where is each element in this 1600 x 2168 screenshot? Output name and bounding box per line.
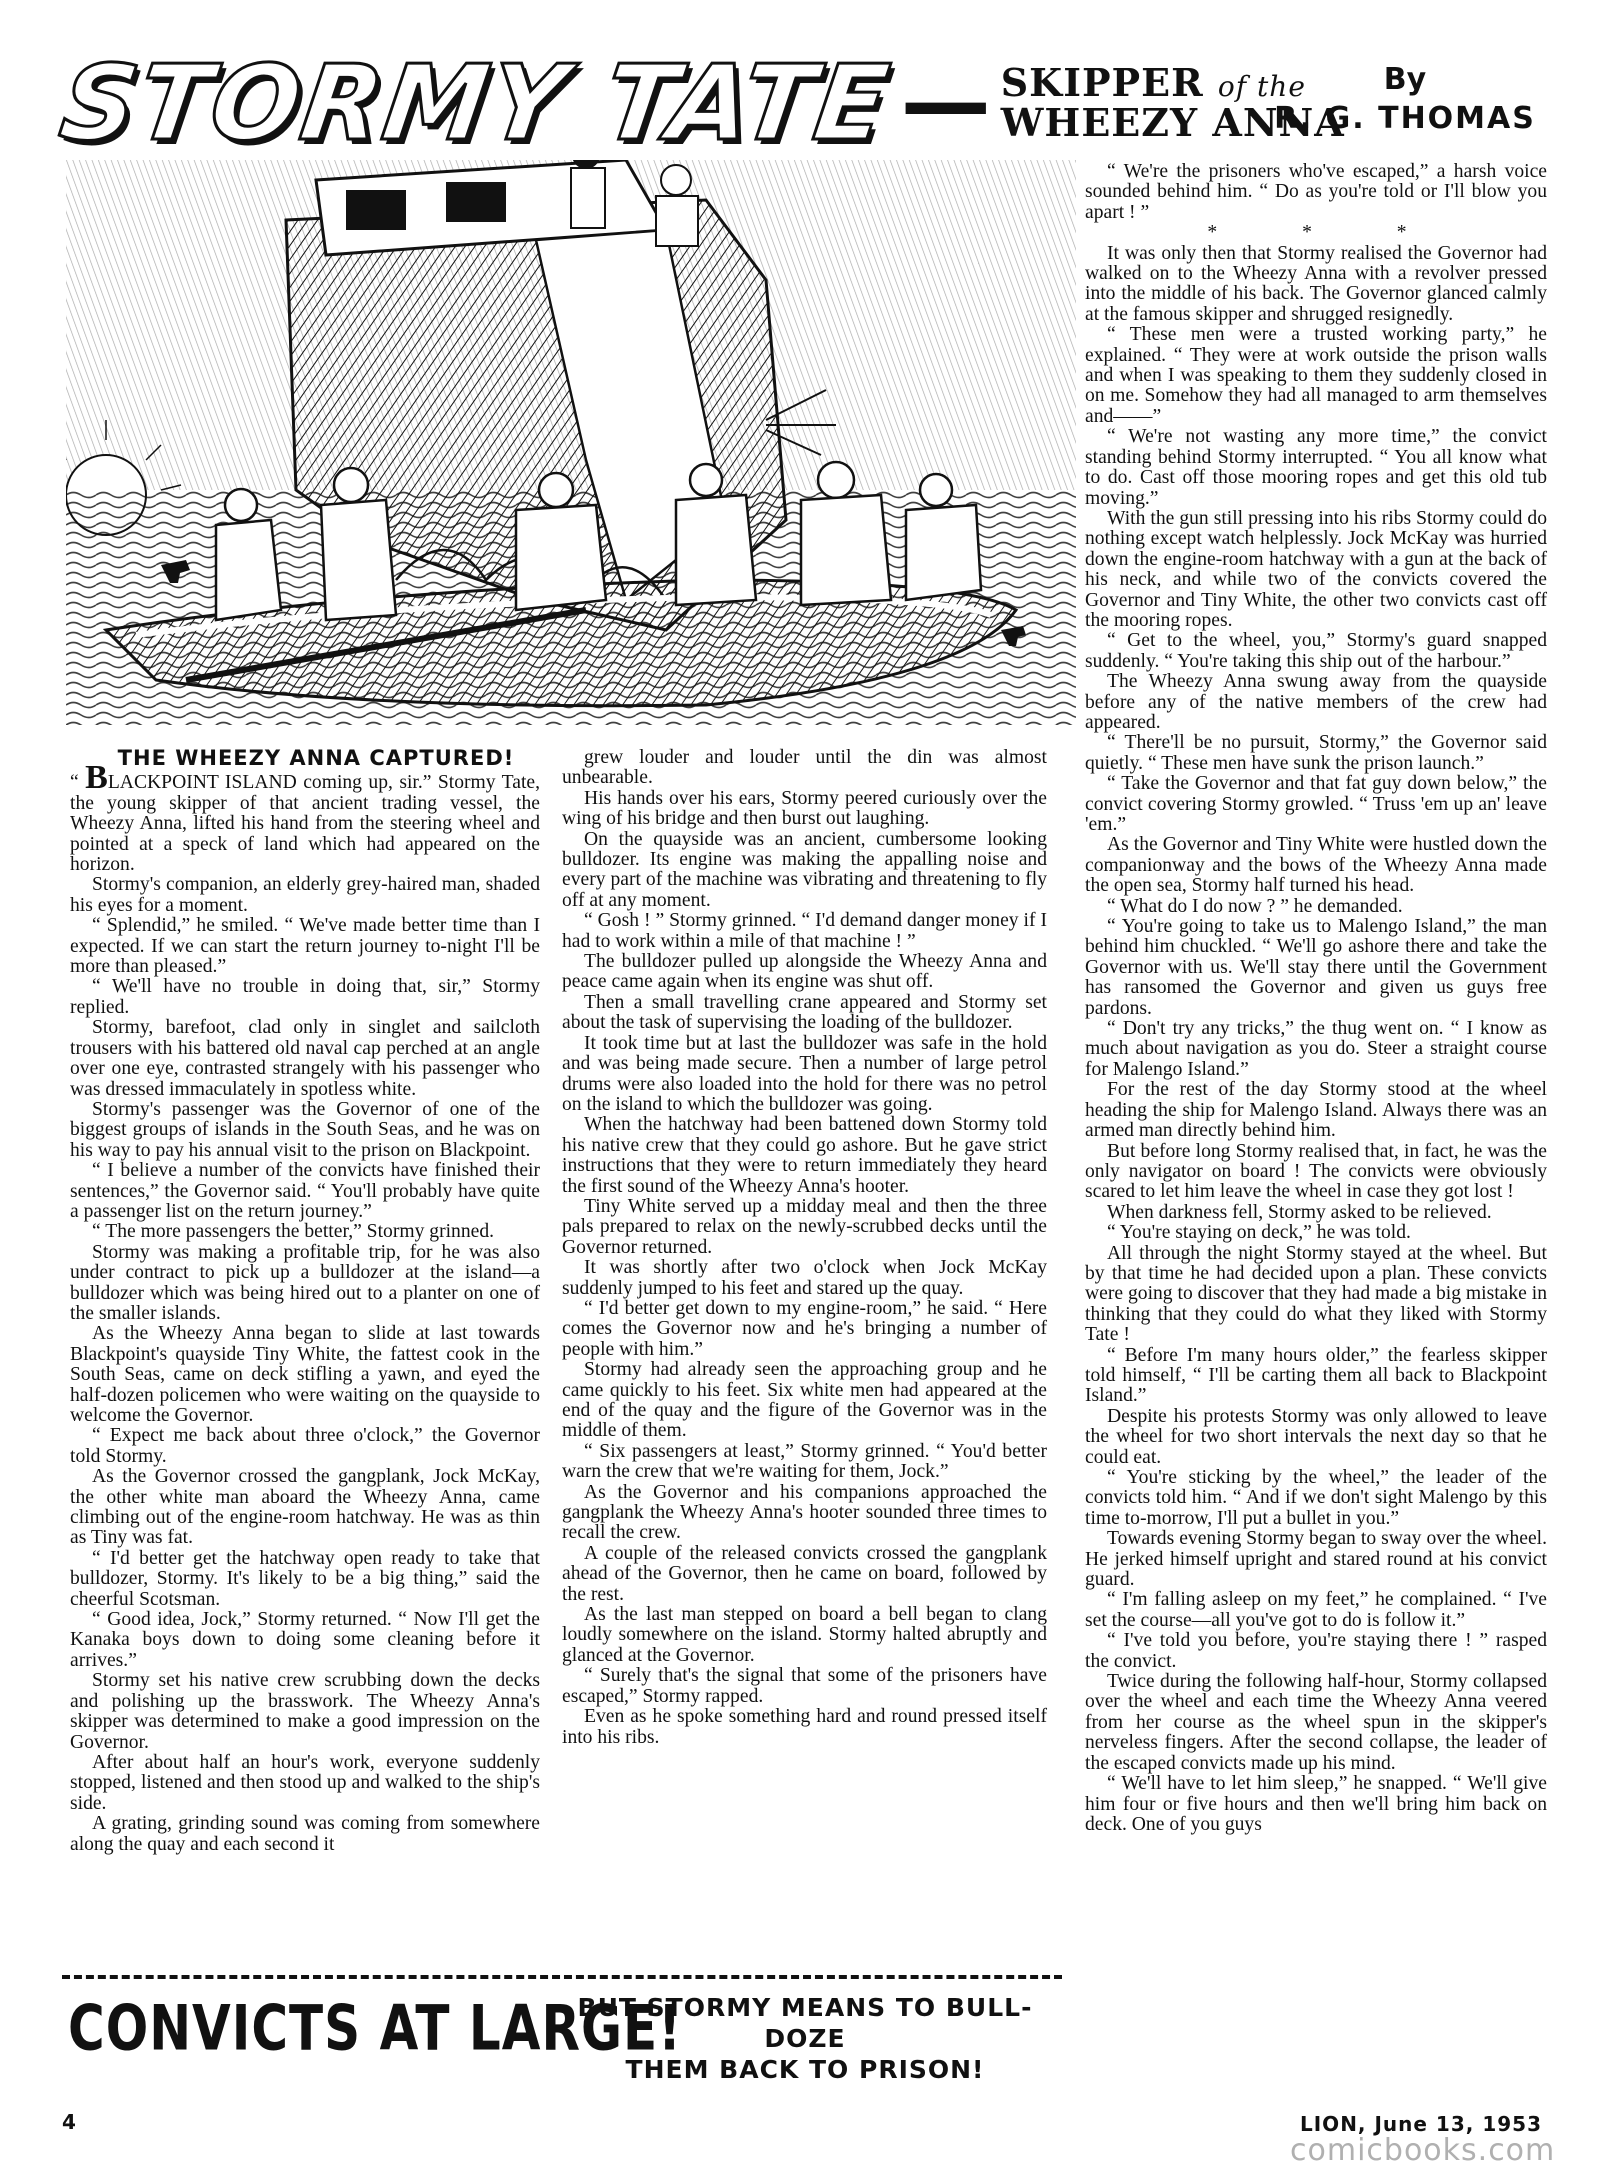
section-heading: THE WHEEZY ANNA CAPTURED! [117, 746, 515, 770]
story-paragraph: “ Good idea, Jock,” Stormy returned. “ Now I'll get the Kanaka boys down to doing some cleaning before it arrives.” [70, 1609, 540, 1671]
story-paragraph: “ We'll have no trouble in doing that, sir,” Stormy replied. [70, 976, 540, 1018]
story-paragraph: “ We're the prisoners who've escaped,” a harsh voice sounded behind him. “ Do as you're told or I'll blow you apart ! ” [1085, 161, 1547, 223]
story-paragraph: As the Governor crossed the gangplank, Jock McKay, the other white man aboard the Wheezy Anna, came climbing out of the engine-room hatchway. He was as thin as Tiny was fat. [70, 1466, 540, 1549]
story-paragraph: His hands over his ears, Stormy peered curiously over the wing of his bridge and then burst out laughing. [562, 787, 1047, 830]
story-paragraph: “ Before I'm many hours older,” the fearless skipper told himself, “ I'll be carting them all back to Blackpoint Island.” [1085, 1344, 1547, 1407]
title-dash: — [900, 50, 991, 155]
story-paragraph: After about half an hour's work, everyone suddenly stopped, listened and then stood up and walked to the ship's side. [70, 1751, 540, 1814]
next-week-tagline [560, 1992, 1050, 2085]
story-paragraph: Stormy was making a profitable trip, for he was also under contract to pick up a bulldozer at the island—a bulldozer which was being hired out to a planter on one of the smaller islands. [70, 1241, 540, 1324]
story-paragraph: But before long Stormy realised that, in fact, he was the only navigator on board ! The convicts were obviously scared to let him leave the wheel in case they got lost ! [1085, 1140, 1547, 1203]
story-paragraph: “ Take the Governor and that fat guy down below,” the convict covering Stormy growled. “ Truss 'em up an' leave 'em.” [1085, 773, 1547, 835]
story-paragraph: “ What do I do now ? ” he demanded. [1107, 895, 1403, 917]
story-paragraph: “ Six passengers at least,” Stormy grinned. “ You'd better warn the crew that we're waiting for them, Jock.” [562, 1440, 1047, 1483]
column-2 [562, 748, 1047, 1748]
story-paragraph: Stormy's passenger was the Governor of one of the biggest groups of islands in the South Seas, and he was on his way to pay his annual visit to the prison on Blackpoint. [70, 1098, 540, 1161]
story-paragraph: As the last man stepped on board a bell began to clang loudly somewhere on the island. Stormy halted abruptly and glanced at the Governor. [562, 1604, 1047, 1666]
story-paragraph: “ The more passengers the better,” Stormy grinned. [92, 1221, 495, 1243]
story-paragraph: “ I've told you before, you're staying there ! ” rasped the convict. [1085, 1630, 1547, 1672]
byline [1245, 60, 1565, 138]
subtitle-of-the: of the [1217, 70, 1306, 104]
column-3-opening [1085, 162, 1547, 223]
story-paragraph: “ You're sticking by the wheel,” the leader of the convicts told him. “ And if we don't sight Malengo by this time to-morrow, I'll put a bullet in you.” [1085, 1467, 1547, 1529]
story-paragraph: It was shortly after two o'clock when Jock McKay suddenly jumped to his feet and stared up the quay. [562, 1257, 1047, 1299]
story-title: STORMY TATE [53, 42, 898, 164]
story-paragraph: “ We're not wasting any more time,” the convict standing behind Stormy interrupted. “ You all know what to do. Cast off those mooring ropes and get this old tub moving.” [1085, 426, 1547, 509]
story-paragraph: “ Surely that's the signal that some of the prisoners have escaped,” Stormy rapped. [562, 1665, 1047, 1707]
column-1 [70, 748, 540, 1855]
story-paragraph: “ Gosh ! ” Stormy grinned. “ I'd demand danger money if I had to work within a mile of that machine ! ” [562, 910, 1047, 952]
column-1-body [70, 759, 540, 1855]
subtitle-skipper: SKIPPER [1000, 60, 1204, 106]
story-paragraph: As the Governor and Tiny White were hustled down the companionway and the bows of the Wheezy Anna made the open sea, Stormy half turned his head. [1085, 834, 1547, 897]
story-paragraph: The bulldozer pulled up alongside the Wheezy Anna and peace came again when its engine was shut off. [562, 951, 1047, 993]
story-paragraph: Even as he spoke something hard and round pressed itself into his ribs. [562, 1706, 1047, 1748]
story-paragraph: For the rest of the day Stormy stood at the wheel heading the ship for Malengo Island. Always there was an armed man directly behind him. [1085, 1079, 1547, 1142]
story-paragraph: “ You're staying on deck,” he was told. [1107, 1222, 1411, 1244]
page-number: 4 [62, 2110, 76, 2134]
tagline-line-1: BUT STORMY MEANS TO BULL-DOZE [577, 1993, 1033, 2053]
story-paragraph: Stormy had already seen the approaching group and he came quickly to his feet. Six white men had appeared at the end of the quay and the figure of the Governor was in the middle of them. [562, 1359, 1047, 1442]
story-paragraph: All through the night Stormy stayed at the wheel. But by that time he had decided upon a plan. These convicts were going to discover that they had made a big mistake in thinking that they could do what they liked with Stormy Tate ! [1085, 1242, 1547, 1346]
author-name: R. G. THOMAS [1274, 101, 1536, 136]
story-paragraph: With the gun still pressing into his ribs Stormy could do nothing except watch helplessly. Jock McKay was hurried down the engine-room hatchway with a gun at the back of his neck, and while two of the convicts covered the Governor and Tiny White, the other two convicts cast off the mooring ropes. [1085, 507, 1547, 631]
story-paragraph: Stormy set his native crew scrubbing down the decks and polishing up the brasswork. The Wheezy Anna's skipper was determined to make a good impression on the Governor. [70, 1670, 540, 1753]
story-paragraph: A grating, grinding sound was coming from somewhere along the quay and each second it [70, 1813, 540, 1855]
story-paragraph: On the quayside was an ancient, cumbersome looking bulldozer. Its engine was making the appalling noise and every part of the machine was vibrating and threatening to fly off at any moment. [562, 828, 1047, 911]
subtitle-line-2: WHEEZY ANNA [1000, 100, 1345, 145]
tagline-line-2: THEM BACK TO PRISON! [625, 2055, 985, 2084]
story-paragraph: grew louder and louder until the din was almost unbearable. [562, 747, 1047, 789]
story-paragraph: The Wheezy Anna swung away from the quayside before any of the native members of the crew had appeared. [1085, 671, 1547, 733]
by-label: By [1383, 62, 1427, 97]
story-paragraph: “ BLACKPOINT ISLAND coming up, sir.” Stormy Tate, the young skipper of that ancient trading vessel, the Wheezy Anna, lifted his hand from the steering wheel and pointed at a speck of land which had appeared on the horizon. [70, 759, 540, 876]
story-paragraph: Towards evening Stormy began to sway over the wheel. He jerked himself upright and stared round at his convict guard. [1085, 1528, 1547, 1591]
story-illustration [66, 160, 1076, 725]
column-3 [1085, 162, 1547, 1835]
story-paragraph: “ I'd better get down to my engine-room,” he said. “ Here comes the Governor now and he's bringing a number of people with him.” [562, 1297, 1047, 1360]
story-paragraph: “ Don't try any tricks,” the thug went on. “ I know as much about navigation as you do. Steer a straight course for Malengo Island.” [1085, 1018, 1547, 1080]
section-break-stars: * * * [1207, 222, 1447, 244]
story-paragraph: When darkness fell, Stormy asked to be relieved. [1107, 1201, 1492, 1223]
column-3-body [1085, 244, 1547, 1836]
column-2-body [562, 748, 1047, 1748]
next-week-headline: CONVICTS AT LARGE! [68, 1992, 682, 2065]
story-paragraph: It took time but at last the bulldozer was safe in the hold and was being made secure. Then a number of large petrol drums were also loaded into the hold for there was no petrol on the island to which the bulldozer was going. [562, 1032, 1047, 1115]
story-paragraph: “ I believe a number of the convicts have finished their sentences,” the Governor said. “ You'll probably have quite a passenger list on the return journey.” [70, 1160, 540, 1222]
story-paragraph: “ I'd better get the hatchway open ready to take that bulldozer, Stormy. It's likely to be a big thing,” said the cheerful Scotsman. [70, 1547, 540, 1610]
story-paragraph: “ Get to the wheel, you,” Stormy's guard snapped suddenly. “ You're taking this ship out of the harbour.” [1085, 630, 1547, 672]
story-paragraph: “ I'm falling asleep on my feet,” he complained. “ I've set the course—all you've got to do is follow it.” [1085, 1589, 1547, 1631]
story-masthead [53, 42, 1345, 164]
story-paragraph: As the Governor and his companions approached the gangplank the Wheezy Anna's hooter sounded three times to recall the crew. [562, 1481, 1047, 1544]
story-paragraph: “ We'll have to let him sleep,” he snapped. “ We'll give him four or five hours and then we'll bring him back on deck. One of you guys [1085, 1773, 1547, 1835]
story-paragraph: “ You're going to take us to Malengo Island,” the man behind him chuckled. “ We'll go ashore there and take the Governor with us. We'll stay there until the Government has ransomed the Governor and given us guys free pardons. [1085, 916, 1547, 1019]
story-paragraph: Tiny White served up a midday meal and then the three pals prepared to relax on the newly-scrubbed decks until the Governor returned. [562, 1195, 1047, 1258]
story-paragraph: “ These men were a trusted working party,” he explained. “ They were at work outside the prison walls and when I was speaking to them they suddenly closed in on me. Somehow they had all managed to arm themselves and——” [1085, 324, 1547, 427]
story-paragraph: As the Wheezy Anna began to slide at last towards Blackpoint's quayside Tiny White, the fattest cook in the South Seas, came on deck stifling a yawn, and eyed the half-dozen policemen who were waiting on the quayside to welcome the Governor. [70, 1323, 540, 1426]
issue-date: LION, June 13, 1953 [1300, 2112, 1542, 2136]
story-paragraph: Despite his protests Stormy was only allowed to leave the wheel for two short intervals the next day so that he could eat. [1085, 1405, 1547, 1468]
dashed-divider [62, 1975, 1062, 1979]
ship-bow-and-rowboat-illustration [66, 160, 1076, 725]
story-paragraph: “ Splendid,” he smiled. “ We've made better time than I expected. If we can start the return journey to-night I'll be more than pleased.” [70, 915, 540, 978]
story-paragraph: “ There'll be no pursuit, Stormy,” the Governor said quietly. “ These men have sunk the prison launch.” [1085, 732, 1547, 774]
story-paragraph: Twice during the following half-hour, Stormy collapsed over the wheel and each time the Wheezy Anna veered from her course as the wheel spun in the skipper's nerveless fingers. After the second collapse, the leader of the escaped convicts made up his mind. [1085, 1671, 1547, 1774]
story-paragraph: Stormy's companion, an elderly grey-haired man, shaded his eyes for a moment. [70, 874, 540, 916]
story-paragraph: When the hatchway had been battened down Stormy told his native crew that they could go ashore. But he gave strict instructions that they were to return immediately they heard the first sound of the Wheezy Anna's hooter. [562, 1114, 1047, 1197]
story-paragraph: Then a small travelling crane appeared and Stormy set about the task of supervising the loading of the bulldozer. [562, 991, 1047, 1034]
story-paragraph: A couple of the released convicts crossed the gangplank ahead of the Governor, then he came on board, followed by the rest. [562, 1542, 1047, 1605]
drop-cap: B [85, 759, 108, 797]
story-paragraph: Stormy, barefoot, clad only in singlet and sailcloth trousers with his battered old naval cap perched at an angle over one eye, contrasted strangely with his passenger who was dressed immaculately in spotless white. [70, 1017, 540, 1100]
story-paragraph: It was only then that Stormy realised the Governor had walked on to the Wheezy Anna with a revolver pressed into the middle of his back. The Governor glanced calmly at the famous skipper and shrugged resignedly. [1085, 242, 1547, 325]
story-paragraph: “ Expect me back about three o'clock,” the Governor told Stormy. [70, 1425, 540, 1467]
watermark: comicbooks.com [1290, 2133, 1556, 2168]
